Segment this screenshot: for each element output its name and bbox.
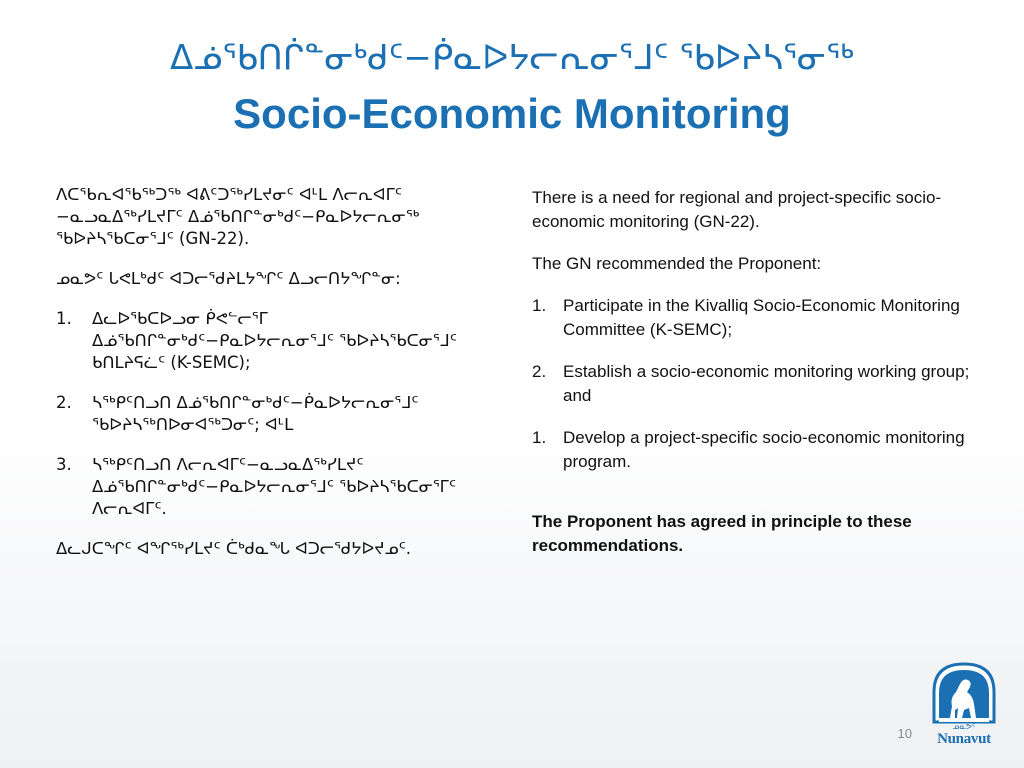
right-intro: There is a need for regional and project-specific socio-economic monitoring (GN-22). [532, 188, 942, 231]
list-number: 2. [532, 362, 547, 381]
right-list-item [532, 360, 972, 408]
english-column [532, 186, 972, 576]
left-list-item [56, 392, 496, 436]
left-intro: ᐱᑕᖃᕆᐊᖃᖅᑐᖅ ᐊᕕᑦᑐᖅᓯᒪᔪᓂᑦ ᐊᒻᒪ ᐱᓕᕆᐊᒥᑦ −ᓇᓗᓇᐃᖅᓯᒪᔪᒥᑦ ᐃᓅᖃᑎᒋᓐᓂᒃᑯᑦ−ᑭᓇᐅᔭᓕᕆᓂᖅ ᖃᐅᔨᓴᖃᑕᓂᕐᒧᑦ (GN-22). [56, 185, 420, 248]
list-number: 1. [532, 428, 547, 447]
left-list-item [56, 308, 496, 374]
list-text: Participate in the Kivalliq Socio-Economic Monitoring Committee (K-SEMC); [563, 296, 960, 339]
right-agreed: The Proponent has agreed in principle to these recommendations. [532, 512, 912, 555]
title-english: Socio-Economic Monitoring [233, 90, 791, 137]
list-text: Develop a project-specific socio-economic monitoring program. [563, 428, 965, 471]
right-recommended: The GN recommended the Proponent: [532, 254, 822, 273]
list-text: ᓴᖅᑭᑦᑎᓗᑎ ᐃᓅᖃᑎᒋᓐᓂᒃᑯᑦ−ᑮᓇᐅᔭᓕᕆᓂᕐᒧᑦ ᖃᐅᔨᓴᖅᑎᐅᓂᐊᖅᑐᓂᑦ; ᐊᒻᒪ [92, 393, 419, 434]
page-number: 10 [897, 726, 912, 741]
list-number: 2. [56, 393, 72, 412]
right-list-item [532, 294, 972, 342]
left-agreed: ᐃᓚᒍᑕᖏᑦ ᐊᖏᖅᓯᒪᔪᑦ ᑖᒃᑯᓇᖓ ᐊᑐᓕᖁᔭᐅᔪᓄᑦ. [56, 539, 412, 558]
left-list-item [56, 454, 496, 520]
nunavut-logo [930, 662, 998, 748]
list-text: Establish a socio-economic monitoring working group; and [563, 362, 970, 405]
list-number: 1. [56, 309, 72, 328]
title-syllabic: ᐃᓅᖃᑎᒌᓐᓂᒃᑯᑦ−ᑮᓇᐅᔭᓕᕆᓂᕐᒧᑦ ᖃᐅᔨᓴᕐᓂᖅ [169, 38, 854, 78]
list-number: 1. [532, 296, 547, 315]
left-recommended: ᓄᓇᕗᑦ ᒐᕙᒪᒃᑯᑦ ᐊᑐᓕᖁᔨᒪᔭᖏᑦ ᐃᓗᓕᑎᔭᖏᓐᓂ: [56, 269, 401, 288]
list-text: ᐃᓚᐅᖃᑕᐅᓗᓂ ᑮᕙᓪᓕᕐᒥ ᐃᓅᖃᑎᒋᓐᓂᒃᑯᑦ−ᑭᓇᐅᔭᓕᕆᓂᕐᒧᑦ ᖃᐅᔨᓴᖃᑕᓂᕐᒧᑦ ᑲᑎᒪᔨᕋᓛᑦ (K-SEMC); [92, 309, 457, 372]
list-text: ᓴᖅᑭᑦᑎᓗᑎ ᐱᓕᕆᐊᒥᑦ−ᓇᓗᓇᐃᖅᓯᒪᔪᑦ ᐃᓅᖃᑎᒋᓐᓂᒃᑯᑦ−ᑭᓇᐅᔭᓕᕆᓂᕐᒧᑦ ᖃᐅᔨᓴᖃᑕᓂᕐᒥᑦ ᐱᓕᕆᐊᒥᑦ. [92, 455, 456, 518]
right-list-item [532, 426, 972, 474]
list-number: 3. [56, 455, 72, 474]
logo-wordmark: Nunavut [937, 731, 991, 747]
logo-syllabic: ᓄᓇᕗᑦ [952, 722, 976, 731]
inuktitut-column [56, 184, 496, 578]
polar-bear-emblem-icon [930, 662, 998, 724]
